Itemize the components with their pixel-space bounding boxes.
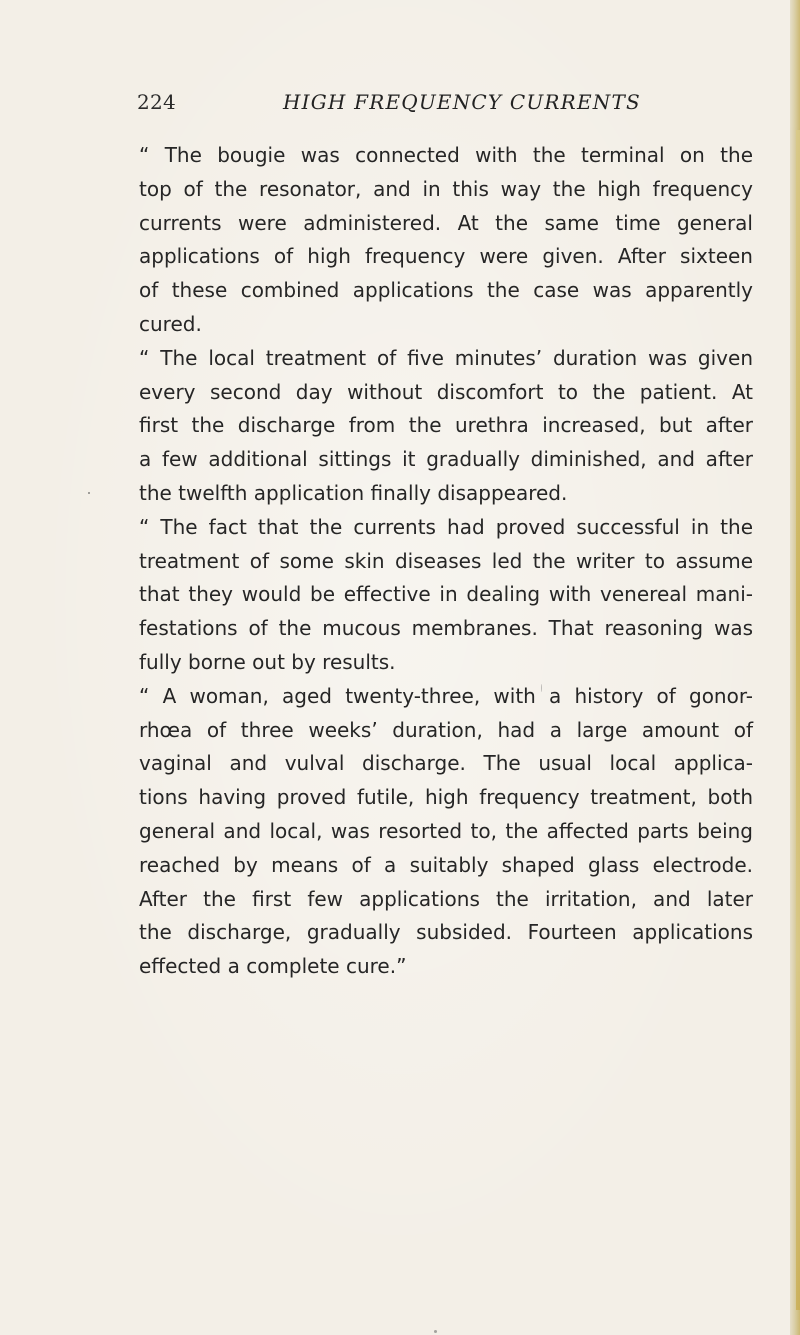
paragraph-4 (139, 680, 753, 984)
paragraph-1 (139, 139, 753, 342)
scan-speck (88, 492, 90, 494)
text-line: After the first few applications the irritation, and later (139, 886, 753, 911)
paragraph-3 (139, 511, 753, 680)
page-header (125, 90, 753, 116)
text-line: “ The local treatment of five minutes’ duration was given (139, 345, 753, 370)
text-line: the discharge, gradually subsided. Fourteen applications (139, 920, 753, 945)
text-line: “ The fact that the currents had proved successful in the (139, 514, 753, 539)
text-line: first the discharge from the urethra increased, but after (139, 413, 753, 438)
page-number: 224 (137, 90, 177, 114)
text-line: that they would be effective in dealing with venereal mani- (139, 582, 753, 607)
text-line: currents were administered. At the same time general (139, 210, 753, 235)
text-line: tions having proved futile, high frequency treatment, both (139, 785, 753, 810)
text-line: every second day without discomfort to the patient. At (139, 379, 753, 404)
text-line: treatment of some skin diseases led the writer to assume (139, 548, 753, 573)
body-text (139, 139, 753, 984)
text-line: fully borne out by results. (139, 649, 396, 674)
text-line: general and local, was resorted to, the affected parts being (139, 818, 753, 843)
text-line: a few additional sittings it gradually diminished, and after (139, 447, 753, 472)
text-line: applications of high frequency were given. After sixteen (139, 244, 753, 269)
text-line: reached by means of a suitably shaped glass electrode. (139, 852, 753, 877)
text-line: rhœa of three weeks’ duration, had a large amount of (139, 717, 753, 742)
running-head: HIGH FREQUENCY CURRENTS (283, 90, 641, 114)
text-line: festations of the mucous membranes. That reasoning was (139, 616, 753, 641)
text-line: the twelfth application finally disappeared. (139, 480, 568, 505)
text-line: top of the resonator, and in this way the high frequency (139, 176, 753, 201)
scan-speck (434, 1330, 437, 1333)
text-line: of these combined applications the case was apparently (139, 278, 753, 303)
paragraph-2 (139, 342, 753, 511)
text-line: vaginal and vulval discharge. The usual local applica- (139, 751, 753, 776)
scan-speck (541, 684, 542, 692)
text-line: “ A woman, aged twenty-three, with a history of gonor- (139, 683, 753, 708)
text-line: cured. (139, 311, 202, 336)
text-line: “ The bougie was connected with the terminal on the (139, 143, 753, 167)
page-edge-shadow (790, 0, 800, 1335)
text-line: effected a complete cure.” (139, 954, 407, 979)
